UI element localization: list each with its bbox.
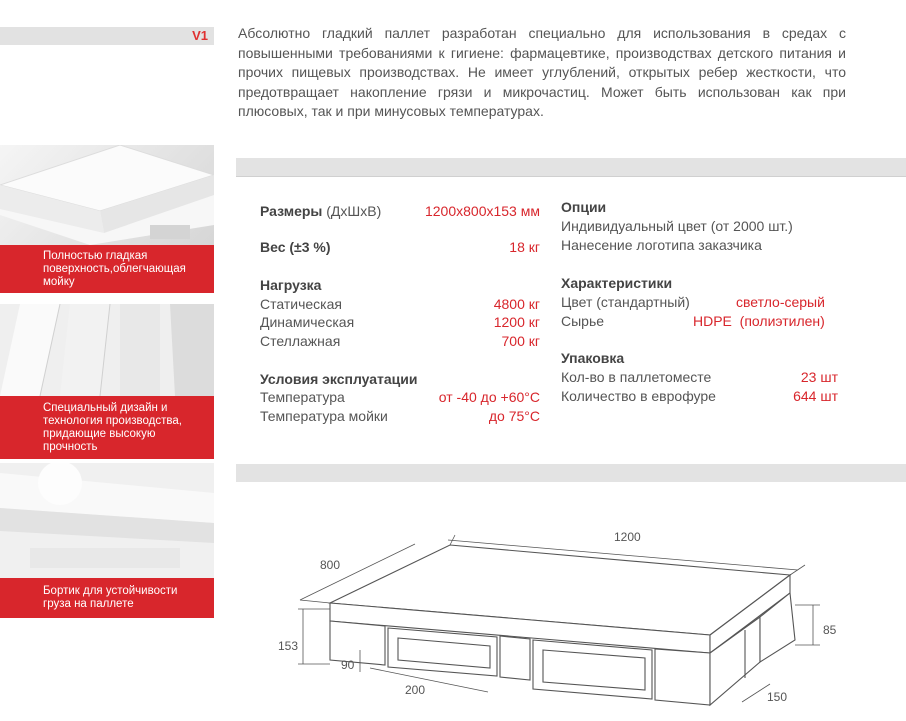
option-logo: Нанесение логотипа заказчика <box>561 237 762 253</box>
eurotruck-value: 644 шт <box>793 388 838 404</box>
dim-length: 1200 <box>614 530 641 544</box>
model-label: V1 <box>192 28 208 43</box>
conditions-title: Условия эксплуатации <box>260 371 418 387</box>
material-label: Сырье <box>561 313 605 329</box>
dim-block-width: 150 <box>767 690 788 704</box>
pallet-diagram <box>270 520 860 720</box>
color-value: светло-серый <box>736 294 825 310</box>
dim-width: 800 <box>320 558 341 572</box>
weight-value: 18 кг <box>509 239 540 255</box>
size-unit: (ДхШхВ) <box>326 203 382 219</box>
eurotruck-label: Количество в еврофуре <box>561 388 716 404</box>
load-dynamic-value: 1200 кг <box>493 314 540 330</box>
load-static-label: Статическая <box>260 296 342 312</box>
dim-block-height: 85 <box>823 623 837 637</box>
packing-title: Упаковка <box>561 350 625 366</box>
pallet-place-value: 23 шт <box>800 369 838 385</box>
dim-opening-height: 90 <box>341 658 355 672</box>
size-value: 1200x800x153 мм <box>424 203 540 219</box>
temp-label: Температура <box>260 389 345 405</box>
dim-opening-width: 200 <box>405 683 426 697</box>
pallet-place-label: Кол-во в паллетоместе <box>561 369 712 385</box>
panel-top-bar <box>236 158 906 176</box>
dim-height: 153 <box>278 639 299 653</box>
temp-value: от -40 до +60°С <box>438 389 540 405</box>
wash-temp-label: Температура мойки <box>260 408 388 424</box>
wash-temp-value: до 75°С <box>488 408 540 424</box>
panel-divider <box>236 176 906 177</box>
option-color: Индивидуальный цвет (от 2000 шт.) <box>561 218 793 234</box>
characteristics-title: Характеристики <box>561 275 673 291</box>
material-value: HDPE (полиэтилен) <box>693 313 825 329</box>
load-static-value: 4800 кг <box>493 296 540 312</box>
photo-side-rim <box>0 463 214 578</box>
caption-side-rim: Бортик для устойчивости груза на паллете <box>0 578 214 618</box>
load-title: Нагрузка <box>260 277 322 293</box>
photo-smooth-surface <box>0 145 214 245</box>
model-bar <box>0 27 214 45</box>
options-title: Опции <box>561 199 607 215</box>
load-rack-label: Стеллажная <box>260 333 341 349</box>
panel-bottom-bar <box>236 464 906 482</box>
photo-special-design <box>0 304 214 396</box>
load-dynamic-label: Динамическая <box>260 314 355 330</box>
caption-special-design: Специальный дизайн и технология производства, придающие высокую прочность <box>0 396 214 459</box>
load-rack-value: 700 кг <box>501 333 540 349</box>
intro-text: Абсолютно гладкий паллет разработан специально для использования в средах с повышенными требованиями к гигиене: фармацевтике, производствах детского питания и прочих пищевых производствах. Не имеет углублений, открытых ребер жесткости, что предотвращает накопление грязи и микрочастиц. Может быть использован как при плюсовых, так и при минусовых температурах. <box>238 25 846 119</box>
color-label: Цвет (стандартный) <box>561 294 690 310</box>
caption-smooth-surface: Полностью гладкая поверхность,облегчающая мойку <box>0 245 214 293</box>
size-label: Размеры <box>260 203 323 219</box>
size-row <box>260 202 381 221</box>
weight-label: Вес (±3 %) <box>260 239 331 255</box>
